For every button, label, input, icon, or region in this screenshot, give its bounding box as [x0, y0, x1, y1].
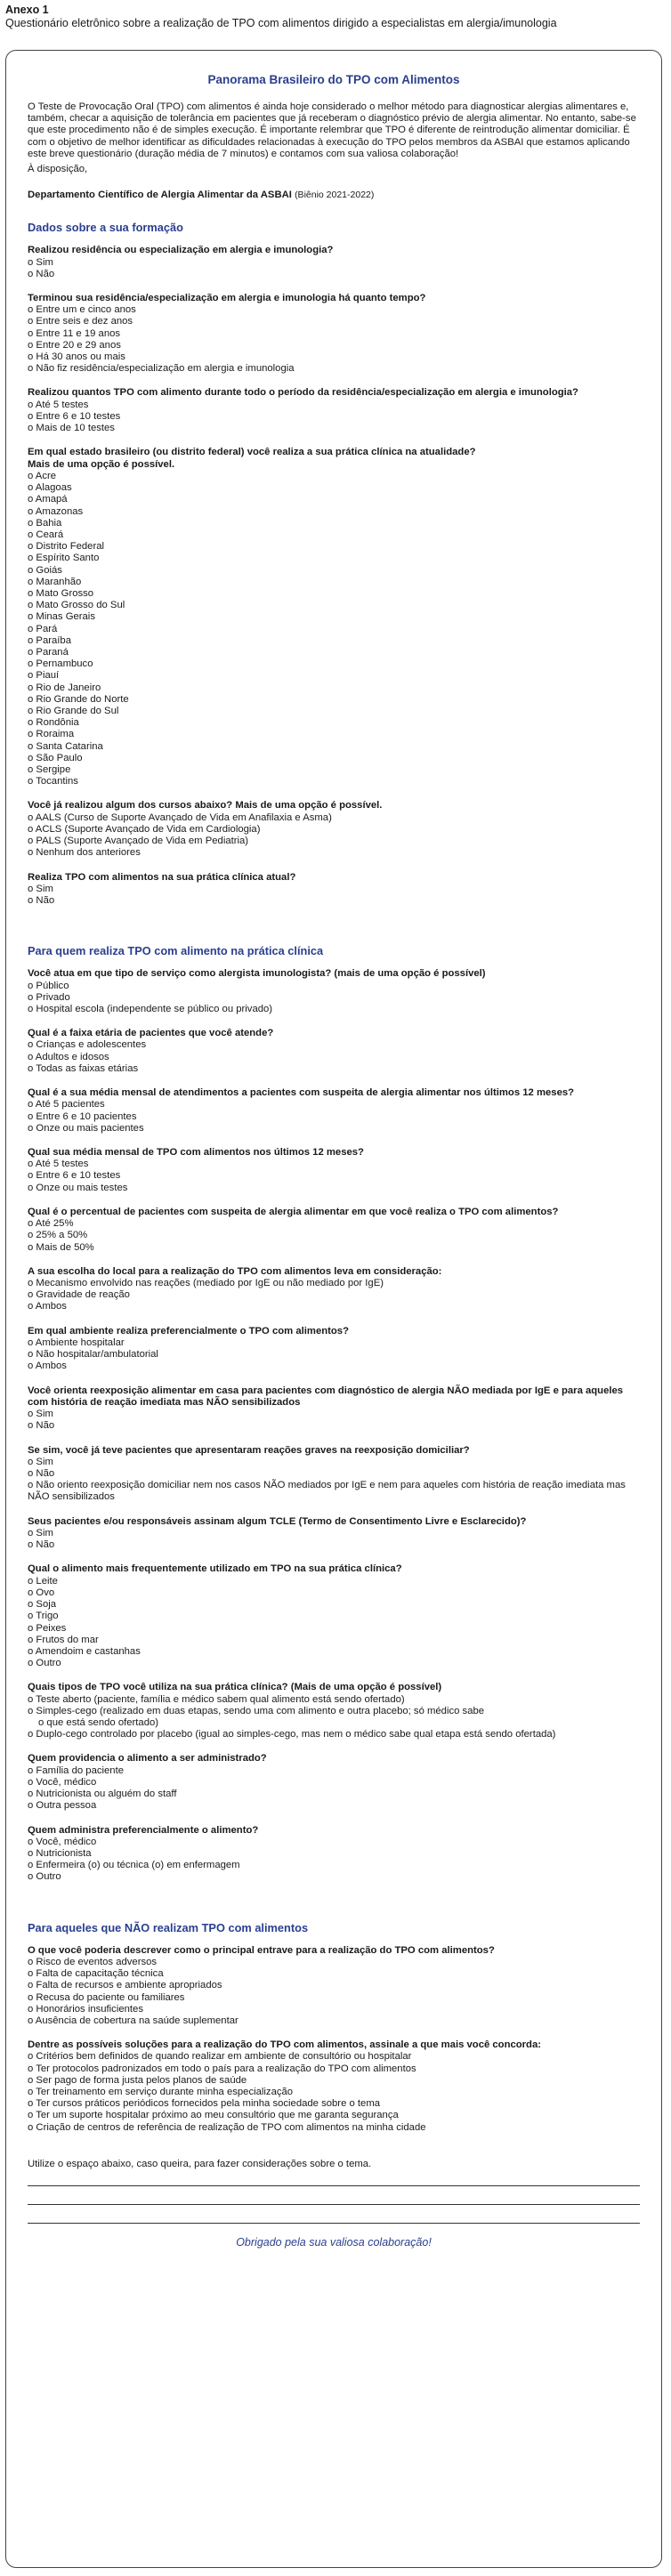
answer-option[interactable]: o Ter um suporte hospitalar próximo ao meu consultório que me garanta segurança — [28, 2110, 399, 2121]
question-title: Em qual ambiente realiza preferencialmente o TPO com alimentos? — [28, 1325, 349, 1336]
answer-option[interactable]: o Você, médico — [28, 1836, 97, 1847]
annex-subtitle: Questionário eletrônico sobre a realização de TPO com alimentos dirigido a especialistas em alergia/imunologia — [5, 17, 557, 29]
question-title: Terminou sua residência/especialização em alergia e imunologia há quanto tempo? — [28, 292, 426, 303]
answer-option[interactable]: o Espírito Santo — [28, 553, 100, 564]
answer-option[interactable]: o Outro — [28, 1658, 61, 1669]
answer-option[interactable]: o Há 30 anos ou mais — [28, 351, 125, 363]
question-title: Qual sua média mensal de TPO com alimentos nos últimos 12 meses? — [28, 1146, 364, 1158]
answer-option[interactable]: o Rio Grande do Sul — [28, 706, 119, 716]
comment-line[interactable] — [28, 2205, 640, 2224]
answer-option[interactable]: o que está sendo ofertado) — [38, 1717, 159, 1729]
question-title: Você orienta reexposição alimentar em casa para pacientes com diagnóstico de alergia NÃO mediada por IgE e para aqueles com história de reação imediata mas NÃO sensibilizados — [28, 1385, 624, 1408]
section-title: Para quem realiza TPO com alimento na prática clínica — [28, 944, 324, 958]
answer-option[interactable]: o Rio de Janeiro — [28, 682, 101, 693]
document-title: Panorama Brasileiro do TPO com Alimentos — [207, 73, 460, 86]
answer-option[interactable]: o ACLS (Suporte Avançado de Vida em Cardiologia) — [28, 823, 261, 835]
question-title: Seus pacientes e/ou responsáveis assinam algum TCLE (Termo de Consentimento Livre e Esclarecido)? — [28, 1515, 527, 1527]
answer-option[interactable]: o Minas Gerais — [28, 611, 95, 623]
answer-option[interactable]: o Ovo — [28, 1587, 55, 1598]
answer-option[interactable]: o Onze ou mais pacientes — [28, 1122, 144, 1134]
answer-option[interactable]: o Critérios bem definidos de quando realizar em ambiente de consultório ou hospitalar — [28, 2051, 412, 2063]
answer-option[interactable]: o Entre 11 e 19 anos — [28, 327, 121, 339]
answer-option[interactable]: o Simples-cego (realizado em duas etapas, sendo uma com alimento e outra placebo; só médico sabe — [28, 1705, 485, 1716]
answer-option[interactable]: o Duplo-cego controlado por placebo (igual ao simples-cego, mas nem o médico sabe qual etapa está sendo ofertada) — [28, 1729, 556, 1740]
answer-option[interactable]: o Sim — [28, 256, 53, 268]
answer-option[interactable]: o Não — [28, 1468, 55, 1480]
question-block — [28, 1563, 640, 1669]
question-block — [28, 1753, 640, 1812]
answer-option[interactable]: o Ausência de cobertura na saúde suplementar — [28, 2015, 238, 2026]
answer-option[interactable]: o Ter protocolos padronizados em todo o país para a realização do TPO com alimentos — [28, 2063, 416, 2074]
question-title: Qual é a sua média mensal de atendimentos a pacientes com suspeita de alergia alimentar nos últimos 12 meses? — [28, 1087, 575, 1099]
answer-option[interactable]: o Goiás — [28, 564, 62, 576]
answer-option[interactable]: o Mato Grosso do Sul — [28, 600, 125, 611]
answer-option[interactable]: o Privado — [28, 991, 70, 1003]
answer-option[interactable]: o Crianças e adolescentes — [28, 1039, 147, 1051]
question-block — [28, 800, 640, 859]
question-block — [28, 1445, 640, 1504]
answer-option[interactable]: o Não fiz residência/especialização em alergia e imunologia — [28, 363, 295, 375]
closing-text: À disposição, — [28, 164, 88, 175]
answer-option[interactable]: o Sim — [28, 1527, 53, 1538]
answer-option[interactable]: o Sim — [28, 883, 53, 894]
answer-option[interactable]: o Paraná — [28, 646, 69, 658]
answer-option[interactable]: o Criação de centros de referência de realização de TPO com alimentos na minha cidade — [28, 2121, 426, 2133]
answer-option[interactable]: o Mais de 50% — [28, 1241, 94, 1253]
question-block — [28, 1266, 640, 1313]
questionnaire-frame — [5, 50, 662, 2568]
question-block — [28, 2039, 640, 2134]
answer-option[interactable]: o Sergipe — [28, 764, 71, 776]
section-title: Para aqueles que NÃO realizam TPO com alimentos — [28, 1920, 309, 1934]
answer-option[interactable]: o Até 5 pacientes — [28, 1099, 105, 1110]
answer-option[interactable]: o Até 5 testes — [28, 399, 89, 410]
question-block — [28, 1147, 640, 1194]
footer-note: Utilize o espaço abaixo, caso queira, para fazer considerações sobre o tema. — [28, 2158, 372, 2169]
answer-option[interactable]: o Nutricionista — [28, 1848, 92, 1860]
answer-option[interactable]: o Mais de 10 testes — [28, 423, 115, 434]
answer-option[interactable]: o Hospital escola (independente se público ou privado) — [28, 1003, 273, 1014]
question-block — [28, 1825, 640, 1884]
answer-option[interactable]: o Ser pago de forma justa pelos planos de saúde — [28, 2074, 247, 2086]
answer-option[interactable]: o Recusa do paciente ou familiares — [28, 1991, 185, 2003]
answer-option[interactable]: o Entre 6 e 10 pacientes — [28, 1110, 137, 1122]
question-block — [28, 1516, 640, 1552]
answer-option[interactable]: o Rio Grande do Norte — [28, 693, 129, 705]
answer-option[interactable]: o Mecanismo envolvido nas reações (mediado por IgE ou não mediado por IgE) — [28, 1278, 384, 1289]
answer-option[interactable]: o Até 5 testes — [28, 1159, 89, 1170]
answer-option[interactable]: o Adultos e idosos — [28, 1051, 109, 1062]
answer-option[interactable]: o Maranhão — [28, 576, 82, 587]
question-title: Qual o alimento mais frequentemente utilizado em TPO na sua prática clínica? — [28, 1563, 402, 1575]
answer-option[interactable]: o Rondônia — [28, 717, 79, 729]
question-block — [28, 1385, 640, 1433]
answer-option[interactable]: o Não — [28, 1539, 55, 1551]
answer-option[interactable]: o Distrito Federal — [28, 541, 105, 553]
answer-option[interactable]: o Leite — [28, 1575, 58, 1587]
question-title: Quem administra preferencialmente o alimento? — [28, 1824, 259, 1836]
answer-option[interactable]: o Entre um e cinco anos — [28, 304, 136, 316]
question-title: Realiza TPO com alimentos na sua prática clínica atual? — [28, 871, 296, 883]
answer-option[interactable]: o São Paulo — [28, 752, 83, 763]
answer-option[interactable]: o Enfermeira (o) ou técnica (o) em enfermagem — [28, 1860, 240, 1871]
comment-line[interactable] — [28, 2186, 640, 2205]
answer-option[interactable]: o Gravidade de reação — [28, 1289, 130, 1301]
answer-option[interactable]: o Pernambuco — [28, 658, 93, 670]
question-block — [28, 1945, 640, 2028]
question-title: Realizou quantos TPO com alimento durante todo o período da residência/especialização em alergia e imunologia? — [28, 387, 578, 399]
question-block — [28, 387, 640, 434]
answer-option[interactable]: o Ter treinamento em serviço durante minha especialização — [28, 2087, 294, 2098]
answer-option[interactable]: o Ter cursos práticos periódicos fornecidos pela minha sociedade sobre o tema — [28, 2098, 381, 2110]
answer-option[interactable]: o Não — [28, 895, 55, 907]
answer-option[interactable]: o Sim — [28, 1409, 53, 1420]
answer-option[interactable]: o Amapá — [28, 494, 68, 505]
comment-line[interactable] — [28, 2169, 640, 2186]
question-block — [28, 1682, 640, 1740]
thanks-message: Obrigado pela sua valiosa colaboração! — [236, 2235, 432, 2249]
answer-option[interactable]: o Acre — [28, 470, 57, 481]
question-block — [28, 1326, 640, 1373]
question-block — [28, 293, 640, 375]
answer-option[interactable]: o Família do paciente — [28, 1764, 125, 1776]
answer-option[interactable]: o Não oriento reexposição domiciliar nem nos casos NÃO mediados por IgE e nem para aqueles com história de reação imediata mas NÃO sensibilizados — [28, 1480, 626, 1503]
answer-option[interactable]: o Até 25% — [28, 1218, 74, 1230]
question-title: Qual é a faixa etária de pacientes que você atende? — [28, 1028, 274, 1039]
answer-option[interactable]: o PALS (Suporte Avançado de Vida em Pediatria) — [28, 836, 249, 847]
answer-option[interactable]: o Roraima — [28, 729, 75, 740]
section-title: Dados sobre a sua formação — [28, 221, 183, 235]
answer-option[interactable]: o Público — [28, 980, 69, 991]
answer-option[interactable]: o Mato Grosso — [28, 587, 94, 599]
question-title: A sua escolha do local para a realização do TPO com alimentos leva em consideração: — [28, 1265, 442, 1277]
department-name: Departamento Científico de Alergia Alimentar da ASBAI — [28, 190, 292, 201]
answer-option[interactable]: o AALS (Curso de Suporte Avançado de Vida em Anafilaxia e Asma) — [28, 812, 332, 823]
answer-option[interactable]: o Todas as faixas etárias — [28, 1062, 139, 1074]
answer-option[interactable]: o Falta de capacitação técnica — [28, 1968, 164, 1980]
answer-option[interactable]: o Entre 20 e 29 anos — [28, 339, 121, 351]
answer-option[interactable]: o Peixes — [28, 1622, 67, 1634]
answer-option[interactable]: o Onze ou mais testes — [28, 1182, 128, 1193]
annex-header — [0, 0, 671, 30]
answer-option[interactable]: o Nenhum dos anteriores — [28, 847, 141, 859]
answer-option[interactable]: o Pará — [28, 623, 58, 634]
answer-option[interactable]: o Risco de eventos adversos — [28, 1956, 158, 1967]
question-title: Quais tipos de TPO você utiliza na sua prática clínica? (Mais de uma opção é possível) — [28, 1682, 442, 1693]
answer-option[interactable]: o Não — [28, 268, 55, 279]
answer-option[interactable]: o Você, médico — [28, 1776, 97, 1788]
answer-option[interactable]: o Sim — [28, 1456, 53, 1467]
answer-option[interactable]: o 25% a 50% — [28, 1230, 88, 1241]
question-block — [28, 872, 640, 908]
answer-option[interactable]: o Entre 6 e 10 testes — [28, 1170, 121, 1182]
question-title: Você já realizou algum dos cursos abaixo? Mais de uma opção é possível. — [28, 800, 383, 812]
department-period: (Biênio 2021-2022) — [295, 190, 375, 201]
answer-option[interactable]: o Soja — [28, 1599, 57, 1611]
annex-title: Anexo 1 — [5, 4, 49, 16]
answer-option[interactable]: o Amazonas — [28, 505, 84, 517]
answer-option[interactable]: o Santa Catarina — [28, 740, 103, 752]
answer-option[interactable]: o Paraíba — [28, 634, 71, 646]
intro-paragraph: O Teste de Provocação Oral (TPO) com alimentos é ainda hoje considerado o melhor método para diagnosticar alergias alimentares e, também, checar a aquisição de tolerância em pacientes que já receberam o diagnóstico prévio de alergia alimentar. No entanto, sabe-se que este procedimento não é de simples execução. É importante relembrar que TPO é diferente de reintrodução alimentar domiciliar. É com o objetivo de melhor identificar as dificuldades relacionadas à execução do TPO pelos membros da ASBAI que estamos aplicando este breve questionário (duração média de 7 minutos) e contamos com sua valiosa colaboração! — [28, 101, 636, 159]
answer-option[interactable]: o Teste aberto (paciente, família e médico sabem qual alimento está sendo ofertado) — [28, 1693, 405, 1705]
question-title: Você atua em que tipo de serviço como alergista imunologista? (mais de uma opção é possível) — [28, 968, 486, 980]
answer-option[interactable]: o Não — [28, 1420, 55, 1432]
answer-option[interactable]: o Ambos — [28, 1301, 67, 1312]
question-block — [28, 447, 640, 787]
question-title: Dentre as possíveis soluções para a realização do TPO com alimentos, assinale a que mais você concorda: — [28, 2039, 542, 2051]
question-title: Em qual estado brasileiro (ou distrito federal) você realiza a sua prática clínica na atualidade? Mais de uma opção é possível. — [28, 447, 476, 470]
question-block — [28, 1087, 640, 1135]
question-title: Quem providencia o alimento a ser administrado? — [28, 1753, 267, 1764]
question-block — [28, 245, 640, 280]
question-title: Se sim, você já teve pacientes que apresentaram reações graves na reexposição domiciliar? — [28, 1444, 470, 1456]
answer-option[interactable]: o Falta de recursos e ambiente apropriados — [28, 1980, 222, 1991]
department-line — [28, 190, 640, 200]
question-block — [28, 968, 640, 1015]
answer-option[interactable]: o Bahia — [28, 517, 62, 529]
question-title: Qual é o percentual de pacientes com suspeita de alergia alimentar em que você realiza o TPO com alimentos? — [28, 1206, 559, 1217]
answer-option[interactable]: o Ambos — [28, 1361, 67, 1372]
answer-option[interactable]: o Nutricionista ou alguém do staff — [28, 1789, 177, 1800]
answer-option[interactable]: o Outro — [28, 1871, 61, 1883]
answer-option[interactable]: o Entre 6 e 10 testes — [28, 410, 121, 422]
answer-option[interactable]: o Alagoas — [28, 482, 72, 494]
answer-option[interactable]: o Honorários insuficientes — [28, 2003, 143, 2015]
sections-container — [28, 221, 640, 2134]
answer-option[interactable]: o Frutos do mar — [28, 1634, 99, 1645]
question-title: O que você poderia descrever como o principal entrave para a realização do TPO com alimentos? — [28, 1944, 495, 1956]
answer-option[interactable]: o Amendoim e castanhas — [28, 1645, 141, 1657]
answer-option[interactable]: o Tocantins — [28, 776, 78, 787]
answer-option[interactable]: o Ceará — [28, 529, 64, 540]
answer-option[interactable]: o Ambiente hospitalar — [28, 1336, 125, 1348]
answer-option[interactable]: o Entre seis e dez anos — [28, 316, 133, 327]
question-title: Realizou residência ou especialização em alergia e imunologia? — [28, 245, 334, 256]
question-block — [28, 1207, 640, 1254]
answer-option[interactable]: o Não hospitalar/ambulatorial — [28, 1349, 158, 1361]
question-block — [28, 1028, 640, 1075]
answer-option[interactable]: o Trigo — [28, 1611, 59, 1622]
answer-option[interactable]: o Piauí — [28, 670, 60, 682]
answer-option[interactable]: o Outra pessoa — [28, 1800, 97, 1812]
